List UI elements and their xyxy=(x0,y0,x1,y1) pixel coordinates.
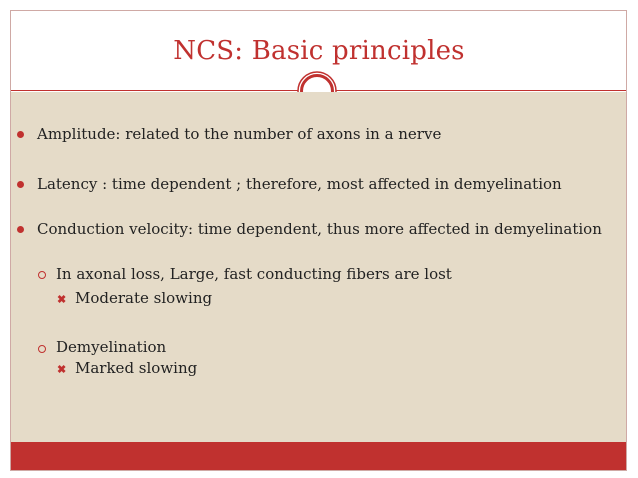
sub-bullet-item: In axonal loss, Large, fast conducting fibers are lost xyxy=(56,265,452,283)
bullet-ring-icon xyxy=(38,271,46,279)
bullet-item: Latency : time dependent ; therefore, most affected in demyelination xyxy=(37,175,562,193)
sub-sub-bullet-item: Moderate slowing xyxy=(75,289,213,307)
bullet-dot-icon xyxy=(17,226,24,233)
bullet-ring-icon xyxy=(38,345,46,353)
footer-bar xyxy=(11,442,626,470)
bullet-x-icon: ✖ xyxy=(57,293,67,306)
bullet-item: Amplitude: related to the number of axons in a nerve xyxy=(37,125,442,143)
bullet-dot-icon xyxy=(17,131,24,138)
bullet-item: Conduction velocity: time dependent, thus more affected in demyelination xyxy=(37,220,602,238)
bullet-dot-icon xyxy=(17,181,24,188)
sub-sub-bullet-item: Marked slowing xyxy=(75,359,198,377)
slide-title: NCS: Basic principles xyxy=(173,36,465,66)
sub-bullet-item: Demyelination xyxy=(56,338,167,356)
bullet-x-icon: ✖ xyxy=(57,363,67,376)
